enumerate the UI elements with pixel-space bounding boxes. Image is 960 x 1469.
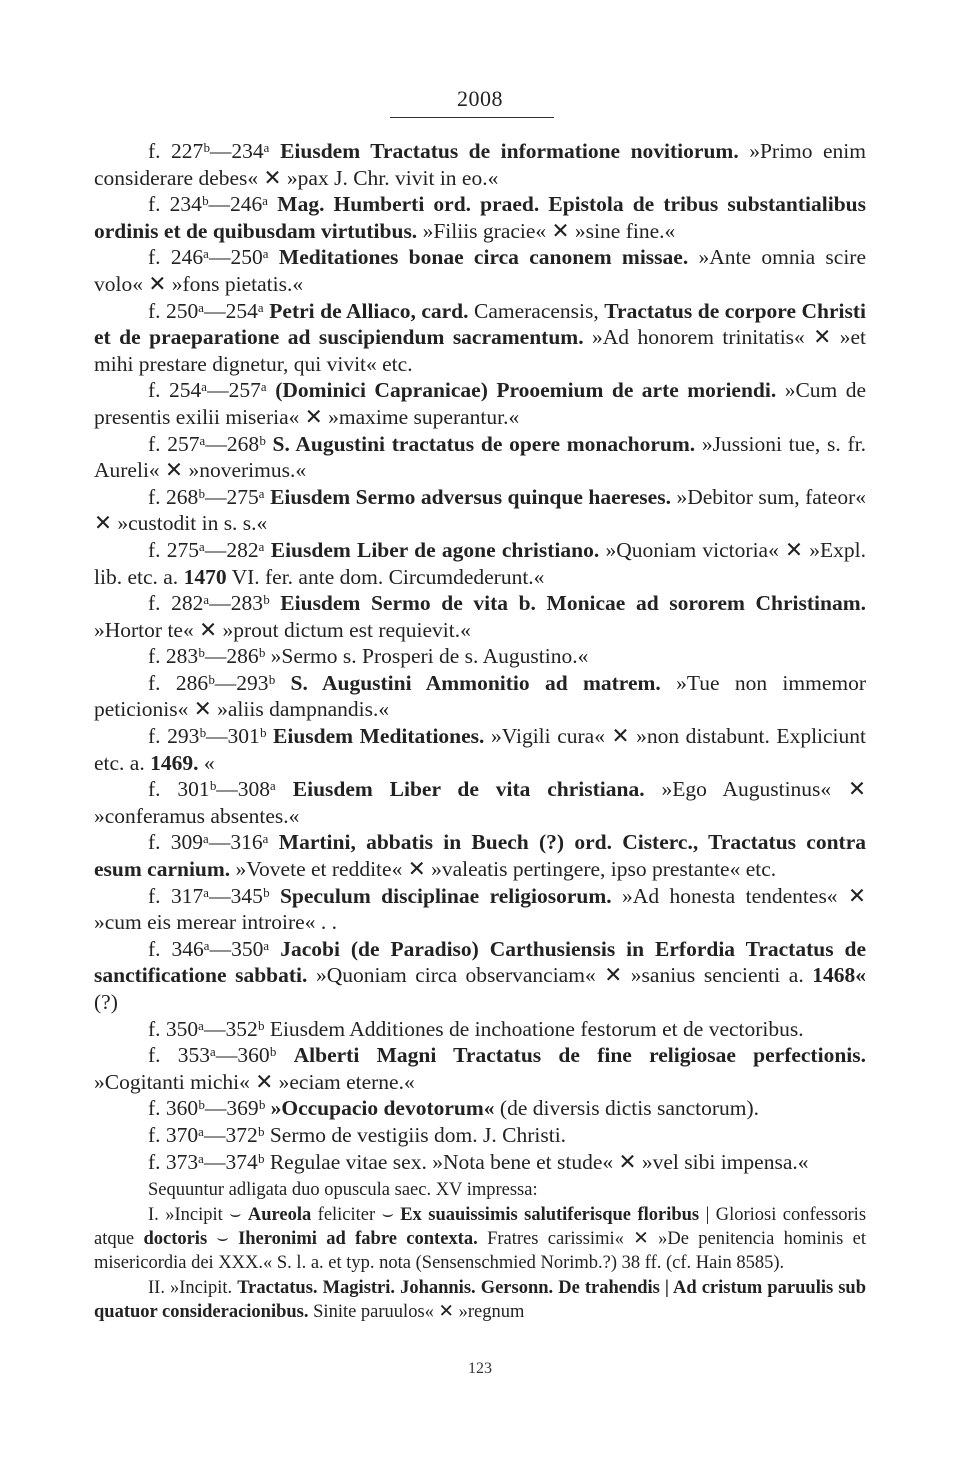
folio-reference: f. 254ᵃ—257ᵃ (148, 378, 267, 403)
entry-title: »Occupacio devotorum« (270, 1096, 495, 1121)
entry-incipit-text: »Sermo s. Prosperi de s. Augustino.« (270, 644, 589, 669)
catalog-entry (94, 776, 866, 829)
entry-incipit-tail: « (203, 750, 215, 775)
entry-incipit-text: »Ad honesta tendentes« ✕ »cum eis merear introire« . . (94, 883, 867, 935)
entry-incipit-text: »Primo enim considerare debes« ✕ »pax J. Chr. vivit in eo.« (94, 139, 866, 190)
entry-incipit-text: »Cum de presentis exilii miseria« ✕ »maxime superantur.« (94, 378, 867, 429)
catalog-entry (94, 723, 866, 776)
catalog-entry (94, 670, 866, 723)
catalog-entry (94, 1095, 866, 1122)
folio-reference: f. 246ᵃ—250ᵃ (148, 245, 269, 270)
entry-incipit-text: »Jussioni tue, s. fr. Aureli« ✕ »noverimus.« (94, 431, 866, 483)
folio-reference: f. 350ᵃ—352ᵇ (148, 1016, 265, 1041)
catalog-entry (94, 1149, 866, 1176)
folio-reference: f. 370ᵃ—372ᵇ (148, 1122, 265, 1147)
entry-incipit-text: Sermo de vestigiis dom. J. Christi. (269, 1122, 567, 1147)
entry-title: Mag. Humberti ord. praed. Epistola de tribus substantialibus ordinis et de quibusdam virtutibus. (94, 192, 867, 243)
entry-incipit-text: (de diversis dictis sanctorum). (499, 1096, 760, 1121)
adligata-item (94, 1203, 866, 1276)
entry-incipit-text: »Hortor te« ✕ »prout dictum est requievit.« (94, 617, 471, 642)
folio-reference: f. 250ᵃ—254ᵃ (148, 298, 264, 323)
folio-reference: f. 275ᵃ—282ᵃ (148, 537, 265, 562)
page-footer-number: 123 (468, 1360, 492, 1377)
entry-title: Eiusdem Meditationes. (273, 724, 485, 749)
entry-incipit-text: »Ego Augustinus« ✕ »conferamus absentes.« (94, 777, 867, 828)
entry-title: Petri de Alliaco, card. (269, 298, 469, 323)
entry-incipit-text: »Vovete et reddite« ✕ »valeatis pertingere, ipso prestante« etc. (235, 857, 777, 882)
entry-title: Speculum disciplinae religiosorum. (279, 883, 612, 908)
folio-reference: f. 234ᵇ—246ᵃ (148, 192, 269, 217)
folio-reference: f. 293ᵇ—301ᵇ (148, 724, 267, 749)
catalog-entry (94, 484, 866, 537)
folio-reference: f. 257ᵃ—268ᵇ (148, 431, 266, 456)
entry-incipit-text: »Filiis gracie« ✕ »sine fine.« (422, 218, 676, 243)
entry-list (94, 138, 866, 1175)
entry-incipit-text: »Ad honorem trinitatis« ✕ »et mihi prestare dignetur, qui vivit« etc. (94, 325, 866, 376)
header-rule (390, 117, 554, 118)
entry-year: 1468« (812, 963, 866, 988)
catalog-entry (94, 590, 866, 643)
entry-incipit-text: Eiusdem Additiones de inchoatione festorum et de vectoribus. (269, 1016, 804, 1041)
entry-mid-text: Cameracensis, (474, 298, 599, 323)
entry-title: S. Augustini tractatus de opere monachorum. (272, 431, 696, 456)
entry-title: S. Augustini Ammonitio ad matrem. (290, 670, 661, 695)
adligata-list (94, 1203, 866, 1325)
catalog-entry (94, 298, 866, 378)
entry-year: 1469. (150, 750, 199, 775)
catalog-entry (94, 829, 866, 882)
catalog-entry (94, 377, 866, 430)
entry-title: Eiusdem Tractatus de informatione novitiorum. (280, 139, 739, 163)
folio-reference: f. 317ᵃ—345ᵇ (148, 883, 270, 908)
entry-incipit-text: »Quoniam circa observanciam« ✕ »sanius sencienti a. (315, 963, 804, 988)
folio-reference: f. 373ᵃ—374ᵇ (148, 1149, 265, 1174)
folio-reference: f. 286ᵇ—293ᵇ (148, 670, 276, 695)
entry-incipit-text: »Cogitanti michi« ✕ »eciam eterne.« (94, 1069, 415, 1094)
adligata-text-part: | Gloriosi confessoris atque (94, 1204, 867, 1249)
entry-incipit-text: »Ante omnia scire volo« ✕ »fons pietatis.« (94, 245, 867, 296)
adligata-intro: Sequuntur adligata duo opuscula saec. XV impressa: (148, 1180, 538, 1201)
entry-title: Martini, abbatis in Buech (?) ord. Cisterc., Tractatus contra esum carnium. (94, 830, 866, 882)
adligata-text-part: Sinite paruulos« ✕ »regnum (308, 1302, 525, 1323)
adligata-number: I. (148, 1204, 159, 1225)
adligata-text-part: Fratres carissimi« ✕ »De penitencia hominis et misericordia dei XXX.« S. l. a. et typ. nota (Sensenschmied Norimb.?) 38 ff. (cf. Hain 8585). (94, 1228, 866, 1274)
folio-reference: f. 227ᵇ—234ᵃ (148, 139, 270, 163)
entry-title: Eiusdem Sermo adversus quinque haereses. (270, 484, 671, 509)
page-header-number: 2008 (457, 86, 503, 111)
adligata-text-part: feliciter ⌣ (311, 1204, 401, 1225)
catalog-entry (94, 244, 866, 297)
adligata-text-part: »Incipit ⌣ (165, 1204, 248, 1225)
folio-reference: f. 360ᵇ—369ᵇ (148, 1096, 266, 1121)
catalog-entry (94, 1016, 866, 1043)
folio-reference: f. 301ᵇ—308ᵃ (148, 777, 276, 802)
adligata-item (94, 1276, 866, 1325)
entry-incipit-text: »Vigili cura« ✕ »non distabunt. Expliciunt etc. a. (94, 724, 867, 775)
catalog-entry (94, 191, 866, 244)
catalog-entry (94, 1042, 866, 1095)
adligata-title-part: doctoris (143, 1228, 208, 1249)
entry-incipit-text: »Tue non immemor peticionis« ✕ »aliis dampnandis.« (94, 670, 867, 722)
entry-title-continued: Tractatus de corpore Christi et de praeparatione ad suscipiendum sacramentum. (94, 298, 866, 350)
entry-title: (Dominici Capranicae) Prooemium de arte moriendi. (275, 378, 777, 403)
catalog-entry (94, 936, 866, 1016)
catalog-entry (94, 138, 866, 191)
entry-incipit-text: »Quoniam victoria« ✕ »Expl. lib. etc. a. (94, 537, 867, 589)
entry-title: Alberti Magni Tractatus de fine religiosae perfectionis. (293, 1043, 866, 1068)
folio-reference: f. 282ᵃ—283ᵇ (148, 591, 270, 616)
entry-title: Meditationes bonae circa canonem missae. (278, 245, 689, 270)
adligata-section (94, 1178, 866, 1324)
entry-incipit-text: »Debitor sum, fateor« ✕ »custodit in s. s.« (94, 484, 866, 536)
catalog-entry (94, 537, 866, 590)
entry-title: Eiusdem Sermo de vita b. Monicae ad sororem Christinam. (280, 591, 866, 616)
folio-reference: f. 346ᵃ—350ᵃ (148, 936, 270, 961)
entry-incipit-tail: VI. fer. ante dom. Circumdederunt.« (231, 564, 545, 589)
folio-reference: f. 283ᵇ—286ᵇ (148, 644, 266, 669)
folio-reference: f. 353ᵃ—360ᵇ (148, 1043, 277, 1068)
catalog-body (94, 138, 866, 1325)
catalog-entry (94, 883, 866, 936)
catalog-entry (94, 643, 866, 670)
adligata-title-part: Ex suauissimis salutiferisque floribus (400, 1204, 700, 1225)
folio-reference: f. 309ᵃ—316ᵃ (148, 830, 269, 855)
entry-year: 1470 (183, 564, 227, 589)
catalog-entry (94, 431, 866, 484)
adligata-number: II. (148, 1277, 165, 1298)
adligata-title-part: Tractatus. Magistri. Johannis. Gersonn. De trahendis | Ad cristum paruulis sub quatuor consideracionibus. (94, 1277, 866, 1323)
entry-title: Jacobi (de Paradiso) Carthusiensis in Erfordia Tractatus de sanctificatione sabbati. (94, 936, 867, 988)
entry-title: Eiusdem Liber de agone christiano. (270, 537, 600, 562)
adligata-title-part: Aureola (247, 1204, 312, 1225)
adligata-text-part: ⌣ (207, 1228, 239, 1249)
adligata-text-part: »Incipit. (170, 1277, 238, 1298)
entry-incipit-tail: (?) (94, 990, 118, 1014)
entry-incipit-text: Regulae vitae sex. »Nota bene et stude« ✕ »vel sibi impensa.« (269, 1149, 809, 1174)
adligata-title-part: Iheronimi ad fabre contexta. (238, 1228, 478, 1249)
entry-title: Eiusdem Liber de vita christiana. (292, 777, 645, 802)
catalog-entry (94, 1122, 866, 1149)
folio-reference: f. 268ᵇ—275ᵃ (148, 484, 265, 509)
